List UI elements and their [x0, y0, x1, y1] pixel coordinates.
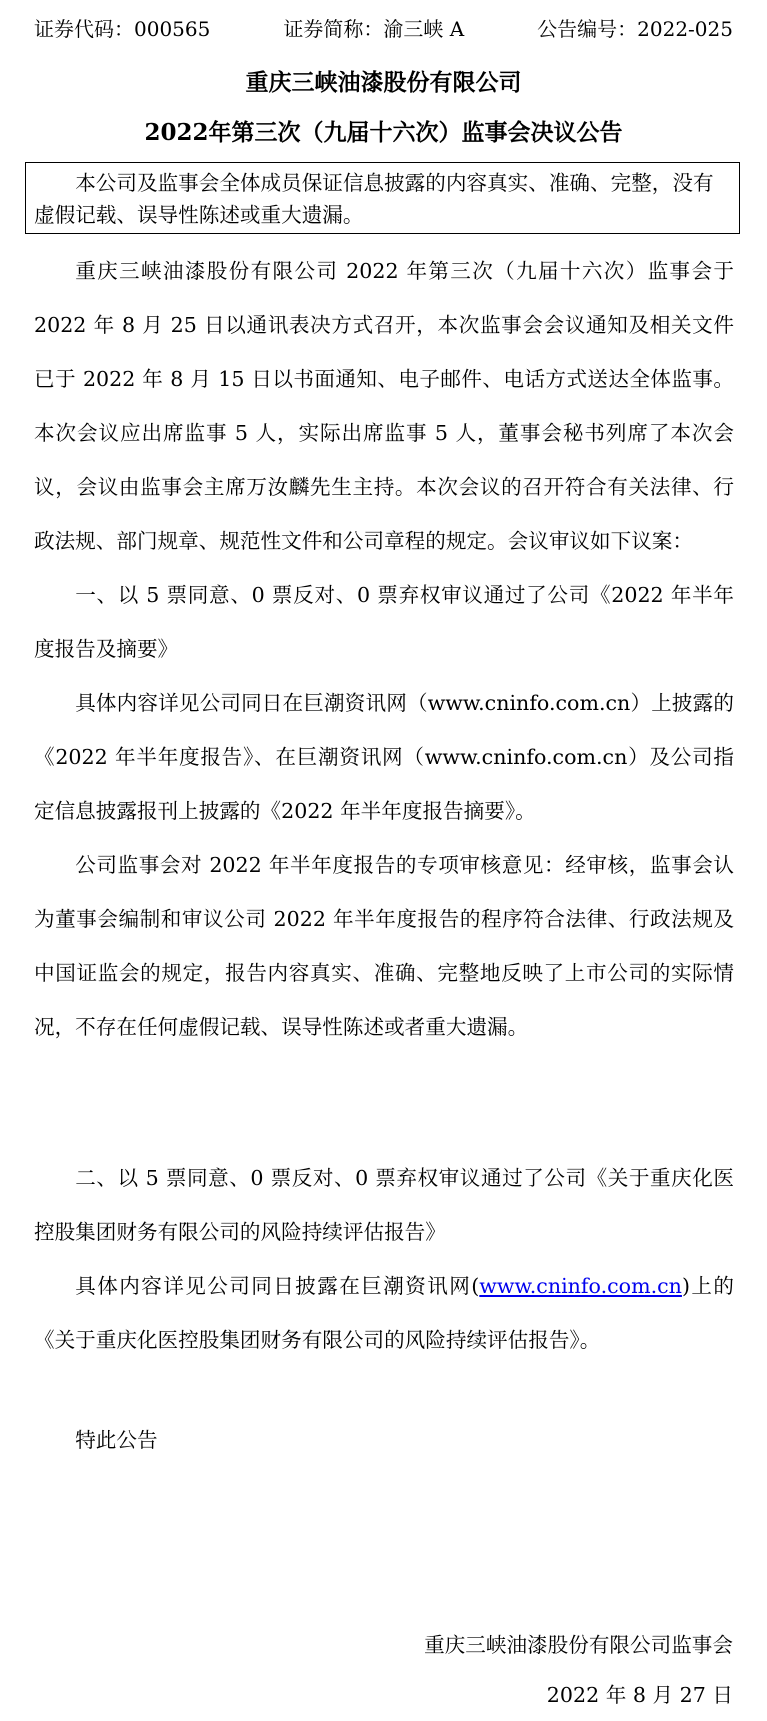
disclaimer-box	[25, 162, 740, 234]
company-title: 重庆三峡油漆股份有限公司	[245, 69, 522, 96]
closing-paragraph: 特此公告	[75, 1428, 158, 1452]
signature-date: 2022 年 8 月 27 日	[546, 1683, 733, 1707]
signature-issuer: 重庆三峡油漆股份有限公司监事会	[424, 1633, 733, 1657]
body-section-3	[34, 1413, 734, 1467]
notice-number: 公告编号：2022-025	[537, 17, 733, 41]
item-1-detail-paragraph: 具体内容详见公司同日在巨潮资讯网（www.cninfo.com.cn）上披露的《2022 年半年度报告》、在巨潮资讯网（www.cninfo.com.cn）及公司指定信息披露报刊上披露的《2022 年半年度报告摘要》。	[34, 691, 734, 823]
body-section-2	[34, 1151, 734, 1367]
security-code: 证券代码：000565	[34, 17, 211, 41]
cninfo-link[interactable]: www.cninfo.com.cn	[479, 1274, 682, 1298]
body-section-1	[34, 244, 734, 1054]
security-short-name: 证券简称：渝三峡 A	[283, 17, 465, 41]
intro-paragraph: 重庆三峡油漆股份有限公司 2022 年第三次（九届十六次）监事会于 2022 年 8 月 25 日以通讯表决方式召开，本次监事会会议通知及相关文件已于 2022 年 8 月 15 日以书面通知、电子邮件、电话方式送达全体监事。本次会议应出席监事 5 人，实际出席监事 5 人，董事会秘书列席了本次会议，会议由监事会主席万汝麟先生主持。本次会议的召开符合有关法律、行政法规、部门规章、规范性文件和公司章程的规定。会议审议如下议案：	[34, 259, 734, 553]
item-1-opinion-paragraph: 公司监事会对 2022 年半年度报告的专项审核意见：经审核，监事会认为董事会编制和审议公司 2022 年半年度报告的程序符合法律、行政法规及中国证监会的规定，报告内容真实、准确、完整地反映了上市公司的实际情况，不存在任何虚假记载、误导性陈述或者重大遗漏。	[34, 853, 734, 1039]
document-header	[34, 14, 733, 44]
item-1-paragraph: 一、以 5 票同意、0 票反对、0 票弃权审议通过了公司《2022 年半年度报告及摘要》	[34, 583, 734, 661]
item-2-paragraph: 二、以 5 票同意、0 票反对、0 票弃权审议通过了公司《关于重庆化医控股集团财务有限公司的风险持续评估报告》	[34, 1166, 734, 1244]
item-2-detail-paragraph	[34, 1259, 734, 1367]
disclaimer-text: 本公司及监事会全体成员保证信息披露的内容真实、准确、完整，没有虚假记载、误导性陈述或重大遗漏。	[34, 171, 714, 227]
notice-title: 2022年第三次（九届十六次）监事会决议公告	[144, 119, 623, 146]
item-2-detail-post: )上的《关于重庆化医控股集团财务有限公司的风险持续评估报告》。	[34, 1274, 734, 1352]
item-2-detail-pre: 具体内容详见公司同日披露在巨潮资讯网(	[75, 1274, 480, 1298]
